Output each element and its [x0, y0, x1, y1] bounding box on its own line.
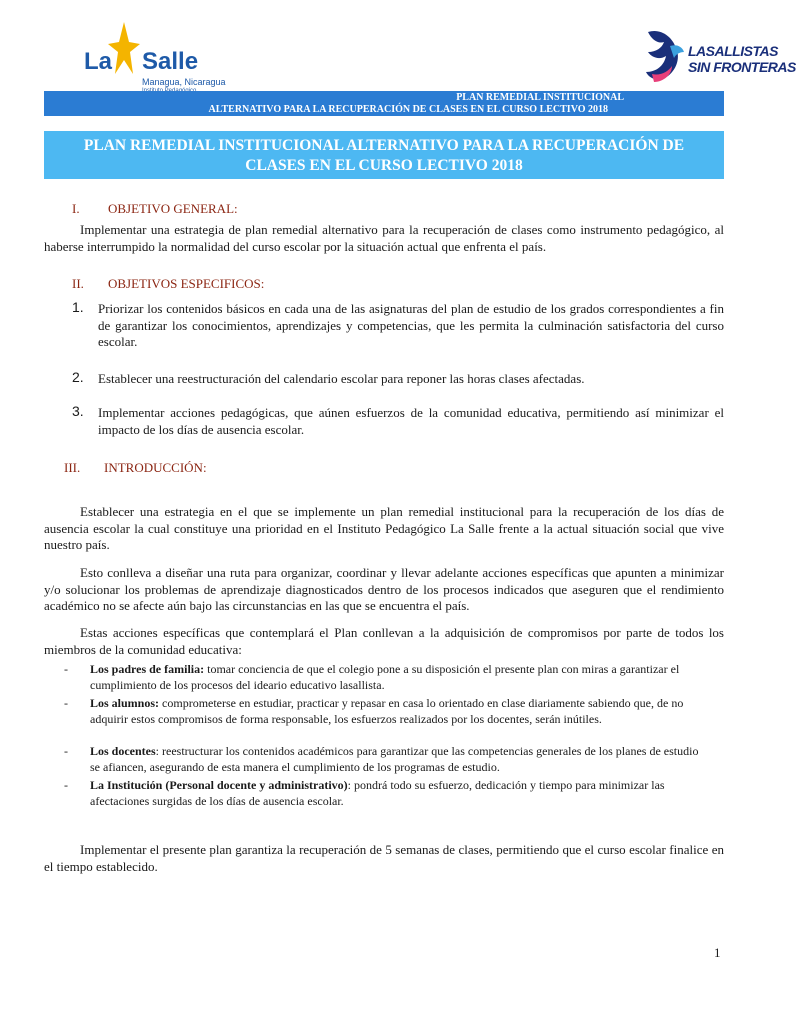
- objetivo-general-text: Implementar una estrategia de plan remedial alternativo para la recuperación de clases como instrumento pedagógico, al haberse interrumpido la normalidad del curso escolar por la situación actual que enfrenta el país.: [44, 222, 724, 254]
- list-item-label: Los docentes: [90, 744, 156, 758]
- list-item-text: comprometerse en estudiar, practicar y repasar en casa lo orientado en clase diariamente sabiendo que, de no adquirir estos compromisos de forma responsable, los esfuerzos realizados por los docentes, serán inútiles.: [90, 696, 684, 726]
- logo-right-line2: SIN FRONTERAS: [688, 59, 796, 75]
- conclusion-text: Implementar el presente plan garantiza la recuperación de 5 semanas de clases, permitiendo que el curso escolar finalice en el tiempo establecido.: [44, 842, 724, 874]
- list-item-number: 3.: [72, 403, 84, 419]
- intro-text-2: Esto conlleva a diseñar una ruta para organizar, coordinar y llevar adelante acciones específicas que apunten a minimizar y/o solucionar los problemas de aprendizaje diagnosticados dentro de los procesos indicados que aseguren que el rendimiento académico no se afecte aún bajo las circunstancias en las que se encuentra el país.: [44, 565, 724, 613]
- lasallistas-sin-fronteras-logo: [642, 26, 796, 86]
- list-item-text: : reestructurar los contenidos académicos para garantizar que las competencias generales de los planes de estudio se afiancen, asegurando de esta manera el cumplimiento de los programas de estudio.: [90, 744, 699, 774]
- list-item-text: Establecer una reestructuración del calendario escolar para reponer las horas clases afectadas.: [98, 371, 585, 386]
- intro-text-3: Estas acciones específicas que contemplará el Plan conllevan a la adquisición de compromisos por parte de todos los miembros de la comunidad educativa:: [44, 625, 724, 657]
- list-bullet: -: [64, 778, 68, 792]
- star-icon: [108, 22, 140, 74]
- list-item-number: 2.: [72, 369, 84, 385]
- section-label: OBJETIVOS ESPECIFICOS:: [108, 276, 265, 291]
- list-bullet: -: [64, 662, 68, 676]
- page-number: 1: [714, 945, 721, 960]
- list-item-text: Priorizar los contenidos básicos en cada una de las asignaturas del plan de estudio de los grados correspondientes a fin de garantizar los conocimientos, aprendizajes y competencias, que les permita la culminación satisfactoria del curso escolar.: [98, 301, 724, 349]
- list-item-number: 1.: [72, 299, 84, 315]
- logo-right-line1: LASALLISTAS: [688, 43, 778, 59]
- intro-text-1: Establecer una estrategia en el que se implemente un plan remedial institucional para la recuperación de los días de ausencia escolar la cual constituye una prioridad en el Instituto Pedagógico La Salle frente a la actual situación social que vive nuestro país.: [44, 504, 724, 552]
- header-line2: ALTERNATIVO PARA LA RECUPERACIÓN DE CLASES EN EL CURSO LECTIVO 2018: [208, 104, 608, 115]
- section-number: I.: [72, 201, 80, 216]
- bird-icon: [642, 26, 686, 84]
- intro-paragraph-3: [44, 625, 724, 658]
- la-salle-logo: [84, 22, 244, 87]
- section-label: OBJETIVO GENERAL:: [108, 201, 238, 216]
- section-number: II.: [72, 276, 84, 291]
- document-title-box: [44, 131, 724, 179]
- list-item-text: Implementar acciones pedagógicas, que aúnen esfuerzos de la comunidad educativa, permitiendo así minimizar el impacto de los días de ausencia escolar.: [98, 405, 724, 437]
- list-item-label: Los alumnos:: [90, 696, 160, 710]
- logo-city-text: Managua, Nicaragua: [142, 77, 226, 87]
- intro-paragraph-2: [44, 565, 724, 615]
- logo-la-text: La: [84, 48, 113, 75]
- list-bullet: -: [64, 696, 68, 710]
- logo-salle-text: Salle: [142, 48, 199, 75]
- objetivo-general-paragraph: [44, 222, 724, 255]
- list-bullet: -: [64, 744, 68, 758]
- conclusion-paragraph: [44, 842, 724, 875]
- list-item-text: tomar conciencia de que el colegio pone a su disposición el presente plan con miras a garantizar el cumplimiento de los procesos del ideario educativo lasallista.: [90, 662, 680, 692]
- list-item-text: : pondrá todo su esfuerzo, dedicación y tiempo para minimizar las afectaciones surgidas de los días de ausencia escolar.: [90, 778, 665, 808]
- document-title: PLAN REMEDIAL INSTITUCIONAL ALTERNATIVO PARA LA RECUPERACIÓN DE CLASES EN EL CURSO LECTIVO 2018: [83, 137, 685, 174]
- intro-paragraph-1: [44, 504, 724, 554]
- list-item-label: La Institución (Personal docente y administrativo): [90, 778, 348, 792]
- section-label: INTRODUCCIÓN:: [104, 460, 207, 475]
- header-line1: PLAN REMEDIAL INSTITUCIONAL: [456, 92, 624, 103]
- section-number: III.: [64, 460, 81, 475]
- header-band: [44, 91, 724, 116]
- list-item-label: Los padres de familia:: [90, 662, 205, 676]
